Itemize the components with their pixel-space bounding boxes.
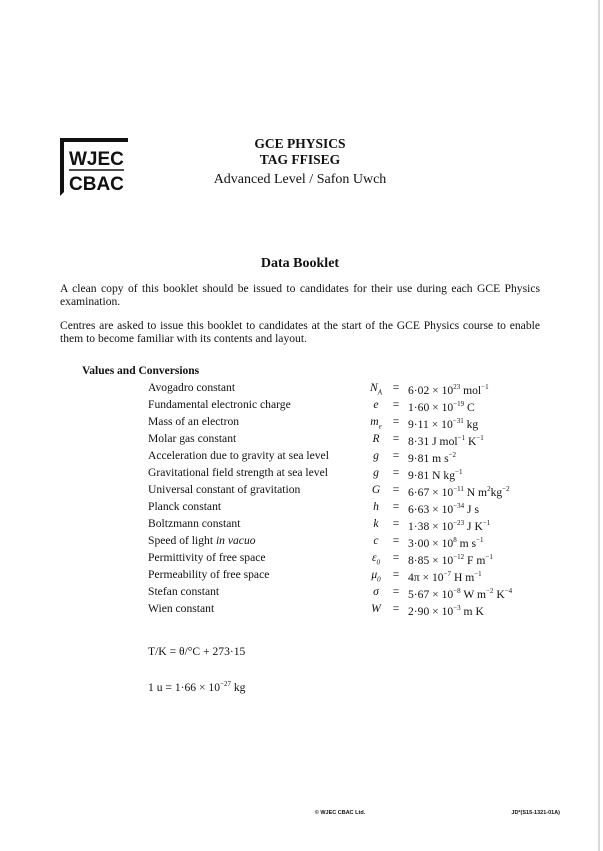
value-part: 9·11 × 10 [408,417,453,431]
value-exponent: 23 [453,383,461,391]
constant-symbol-text: ε [371,551,377,564]
constant-name [148,583,219,600]
value-exponent: −1 [476,536,484,544]
constant-symbol [362,464,390,481]
header-line2: TAG FFISEG [259,152,341,167]
value-part: 2·90 × 10 [408,604,454,618]
constant-name-text: Wien constant [148,602,215,615]
page-title: Data Booklet [260,256,340,271]
value-part: C [464,400,475,414]
constant-symbol-subscript: A [377,388,382,397]
constants-table [0,379,600,617]
constant-symbol-text: g [373,449,379,462]
equals-sign: = [392,466,400,479]
constant-name-text: Molar gas constant [148,432,237,445]
value-exponent: −1 [482,519,491,527]
constant-name [148,430,236,447]
constant-symbol-text: e [373,398,379,411]
equals-sign: = [392,449,400,462]
constant-name [148,566,269,583]
value-exponent: −12 [453,553,465,561]
constant-symbol-subscript: 0 [376,558,381,567]
footer-code: JD*(S15-1321-01A) [511,810,560,816]
constant-name [148,532,256,549]
constant-symbol-text: g [373,466,379,479]
constant-name-text: Permittivity of free space [148,551,266,564]
value-part: W m [460,587,486,601]
constant-symbol-text: R [372,432,380,445]
constant-symbol [362,498,390,515]
constant-symbol-text: G [371,483,381,496]
value-part: J K [464,519,483,533]
constant-symbol-text: h [373,500,379,513]
constant-name [148,515,240,532]
value-part: 1·38 × 10 [408,519,454,533]
constant-symbol-text: W [371,602,381,615]
value-exponent: −11 [453,485,464,493]
value-part: mol [460,383,482,397]
constant-symbol [362,600,390,617]
amu-unit: kg [230,680,246,694]
value-exponent: 2 [487,485,491,493]
constant-name-text: Boltzmann constant [148,517,241,530]
value-exponent: −34 [453,502,465,510]
value-part: K [493,587,505,601]
footer-copyright: © WJEC CBAC Ltd. [314,810,366,816]
equals-sign: = [392,602,400,615]
constant-symbol [362,515,390,532]
value-part: m s [456,536,477,550]
constant-symbol-text: N [369,381,378,394]
constant-name-text: Permeability of free space [148,568,270,581]
constant-symbol-text: k [373,517,379,530]
constant-name-text: Fundamental electronic charge [148,398,291,411]
header-line3: Advanced Level / Safon Uwch [213,172,387,187]
constant-row [0,430,600,447]
value-exponent: −1 [481,383,489,391]
constant-row [0,566,600,583]
atomic-mass-unit [148,680,245,694]
value-part: 1·60 × 10 [408,400,454,414]
constant-row [0,498,600,515]
equals-sign: = [392,381,400,394]
value-part: 3·00 × 10 [408,536,454,550]
value-part: 8·31 J mol [408,434,458,448]
value-part: kg [490,485,503,499]
constant-symbol [362,396,390,413]
value-part: 6·02 × 10 [408,383,454,397]
constant-row [0,481,600,498]
temperature-conversion [148,645,245,658]
constant-row [0,549,600,566]
constant-row [0,515,600,532]
constant-name [148,447,329,464]
constant-name-text: Gravitational field strength at sea level [148,466,328,479]
header-line1: GCE PHYSICS [254,136,346,151]
value-part: J s [464,502,479,516]
value-exponent: −19 [453,400,465,408]
equals-sign: = [392,551,400,564]
document-header [150,136,450,189]
constant-value [408,600,484,620]
value-part: 9·81 N kg [408,468,456,482]
constant-name-text: Stefan constant [148,585,220,598]
equals-sign: = [392,517,400,530]
value-part: m K [460,604,484,618]
value-exponent: −2 [502,485,510,493]
constant-row [0,447,600,464]
constant-name [148,600,214,617]
value-exponent: −2 [448,451,457,459]
constant-symbol [362,430,390,447]
constant-symbol [362,447,390,464]
amu-prefix: 1 u = 1·66 × 10 [148,680,221,694]
equals-sign: = [392,483,400,496]
value-exponent: −1 [455,468,463,476]
constant-symbol-text: c [373,534,379,547]
section-title: Values and Conversions [82,365,200,377]
constant-name-text: Mass of an electron [148,415,240,428]
value-part: H m [451,570,475,584]
constant-name [148,396,291,413]
logo-line2: CBAC [69,174,124,195]
constant-symbol-text: σ [373,585,379,598]
value-exponent: −8 [453,587,461,595]
constant-row [0,396,600,413]
wjec-cbac-logo [60,138,128,196]
constant-name-text: Speed of light [148,534,216,547]
constant-row [0,379,600,396]
constant-symbol-subscript: e [378,422,382,431]
value-exponent: −23 [453,519,465,527]
value-exponent: −1 [457,434,466,442]
value-part: 6·63 × 10 [408,502,454,516]
constant-row [0,532,600,549]
equals-sign: = [392,398,400,411]
value-exponent: −1 [485,553,493,561]
constant-name [148,464,328,481]
constant-symbol-text: μ [371,568,378,581]
value-part: 6·67 × 10 [408,485,454,499]
constant-name [148,379,235,396]
value-exponent: −2 [485,587,494,595]
equals-sign: = [392,585,400,598]
value-part: 9·81 m s [408,451,449,465]
constant-symbol [362,583,390,600]
equals-sign: = [392,534,400,547]
constant-symbol-text: m [370,415,379,428]
constant-name-text: Universal constant of gravitation [148,483,301,496]
constant-name [148,498,221,515]
value-exponent: −4 [504,587,513,595]
constant-name [148,413,239,430]
logo-line1: WJEC [69,149,124,170]
value-part: 8·85 × 10 [408,553,454,567]
value-part: K [465,434,477,448]
constant-row [0,413,600,430]
value-exponent: −1 [474,570,482,578]
amu-exponent: −27 [220,680,231,688]
value-exponent: 8 [453,536,457,544]
value-part: 5·67 × 10 [408,587,454,601]
constant-symbol [362,481,390,498]
intro-paragraph-1: A clean copy of this booklet should be issued to candidates for their use during each GCE Physics examination. [60,282,540,308]
constant-name-text: Acceleration due to gravity at sea level [148,449,329,462]
constant-symbol-subscript: 0 [377,575,381,584]
constant-name-text: Avogadro constant [148,381,236,394]
constant-row [0,583,600,600]
constant-name-emphasis: in vacuo [215,534,256,547]
value-part: kg [463,417,479,431]
intro-paragraph-2: Centres are asked to issue this booklet to candidates at the start of the GCE Physics course to enable them to become familiar with its contents and layout. [60,319,540,345]
value-part: F m [464,553,486,567]
value-exponent: −3 [453,604,461,612]
constant-name-text: Planck constant [148,500,222,513]
constant-name [148,549,266,566]
equals-sign: = [392,568,400,581]
constant-row [0,464,600,481]
equals-sign: = [392,432,400,445]
value-exponent: −31 [452,417,464,425]
value-exponent: −7 [443,570,452,578]
constant-row [0,600,600,617]
equals-sign: = [392,500,400,513]
equals-sign: = [392,415,400,428]
value-exponent: −1 [476,434,484,442]
constant-symbol [362,532,390,549]
constant-name [148,481,300,498]
value-part: 4π × 10 [408,570,444,584]
temperature-conversion-text: T/K = θ/°C + 273·15 [148,645,246,658]
value-part: N m [463,485,488,499]
